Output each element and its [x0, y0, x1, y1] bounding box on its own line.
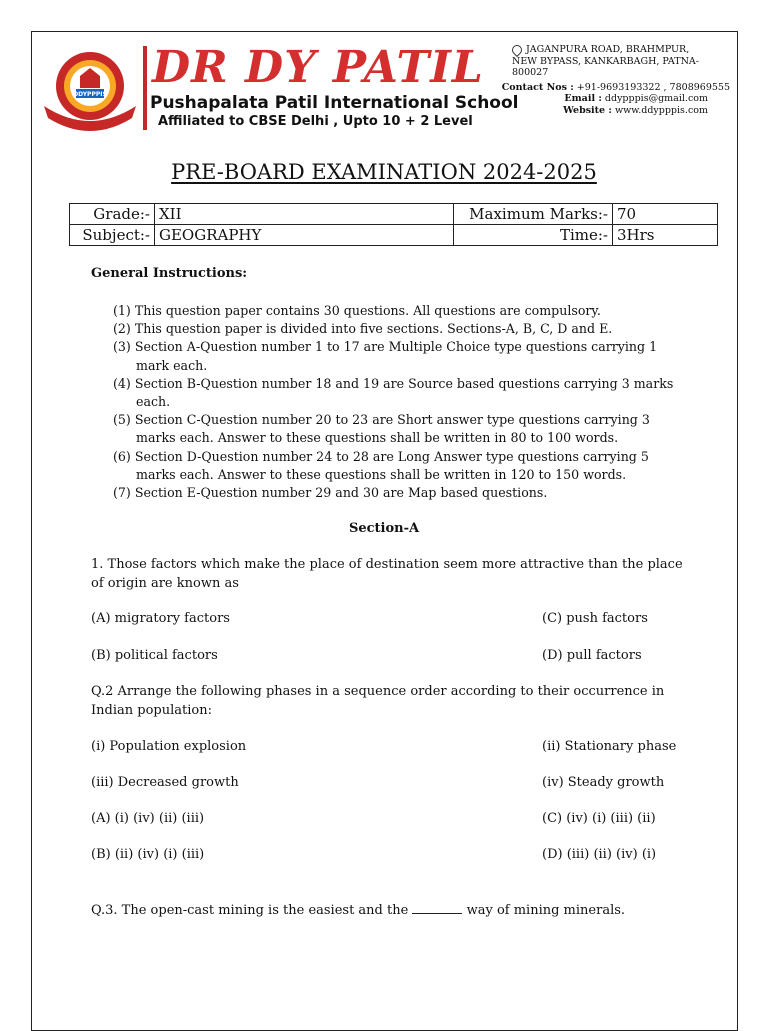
- list-item: (4) Section B-Question number 18 and 19 are Source based questions carrying 3 marks each.: [113, 375, 674, 410]
- school-name: Pushapalata Patil International School: [150, 93, 519, 113]
- q2-phase-iii: (iii) Decreased growth: [91, 775, 239, 790]
- subject-value: GEOGRAPHY: [155, 225, 454, 246]
- school-logo: [40, 46, 140, 132]
- question-3: Q.3. The open-cast mining is the easiest and the way of mining minerals.: [91, 903, 626, 918]
- list-item: (3) Section A-Question number 1 to 17 are Multiple Choice type questions carrying 1 mark each.: [113, 339, 658, 373]
- brand-name: DR DY PATIL: [152, 42, 484, 93]
- time-value: 3Hrs: [613, 225, 718, 246]
- time-label: Time:-: [454, 225, 613, 246]
- grade-value: XII: [155, 204, 454, 225]
- q2-phase-ii: (ii) Stationary phase: [542, 739, 677, 754]
- contact-block: [500, 44, 730, 116]
- exam-title: PRE-BOARD EXAMINATION 2024-2025: [171, 160, 597, 184]
- subject-label: Subject:-: [70, 225, 155, 246]
- q1-option-c: (C) push factors: [542, 611, 648, 626]
- list-item: (6) Section D-Question number 24 to 28 are Long Answer type questions carrying 5 marks each. Answer to these questions shall be written in 120 to 150 words.: [113, 448, 649, 482]
- instructions-title: General Instructions:: [91, 266, 248, 281]
- table-row: [70, 204, 718, 225]
- contact-email: Email : ddypppis@gmail.com: [564, 93, 708, 104]
- logo-text: DDYPPPIS: [73, 91, 107, 98]
- max-marks-value: 70: [613, 204, 718, 225]
- q2-option-b: (B) (ii) (iv) (i) (iii): [91, 847, 205, 862]
- q2-phase-i: (i) Population explosion: [91, 739, 247, 754]
- q2-option-a: (A) (i) (iv) (ii) (iii): [91, 811, 205, 826]
- exam-info-table: [69, 203, 718, 246]
- table-row: [70, 225, 718, 246]
- q3-blank: [412, 913, 462, 914]
- question-2: Q.2 Arrange the following phases in a sequence order according to their occurrence in Indian population:: [91, 684, 665, 718]
- q1-option-a: (A) migratory factors: [91, 611, 230, 626]
- location-pin-icon: [510, 42, 524, 56]
- section-a-heading: Section-A: [348, 521, 420, 536]
- q2-option-c: (C) (iv) (i) (iii) (ii): [542, 811, 656, 826]
- list-item: (5) Section C-Question number 20 to 23 are Short answer type questions carrying 3 marks each. Answer to these questions shall be written in 80 to 100 words.: [113, 412, 650, 446]
- address-line-1: JAGANPURA ROAD, BRAHMPUR,: [500, 44, 730, 56]
- q1-option-b: (B) political factors: [91, 648, 218, 663]
- contact-website: Website : www.ddypppis.com: [563, 104, 708, 116]
- brand-divider: [143, 46, 147, 130]
- contact-numbers: Contact Nos : +91-9693193322 , 7808969555: [501, 81, 730, 93]
- grade-label: Grade:-: [70, 204, 155, 225]
- address-line-2: NEW BYPASS, KANKARBAGH, PATNA-800027: [512, 55, 699, 78]
- list-item: (2) This question paper is divided into five sections. Sections-A, B, C, D and E.: [113, 321, 613, 337]
- instructions-list: [113, 302, 683, 502]
- affiliation: Affiliated to CBSE Delhi , Upto 10 + 2 Level: [158, 114, 473, 129]
- q1-option-d: (D) pull factors: [542, 648, 642, 663]
- list-item: (1) This question paper contains 30 questions. All questions are compulsory.: [113, 303, 601, 318]
- max-marks-label: Maximum Marks:-: [454, 204, 613, 225]
- q2-phase-iv: (iv) Steady growth: [542, 775, 665, 790]
- list-item: (7) Section E-Question number 29 and 30 are Map based questions.: [113, 485, 548, 501]
- q2-option-d: (D) (iii) (ii) (iv) (i): [542, 847, 657, 862]
- question-1: 1. Those factors which make the place of destination seem more attractive than the place of origin are known as: [91, 557, 683, 591]
